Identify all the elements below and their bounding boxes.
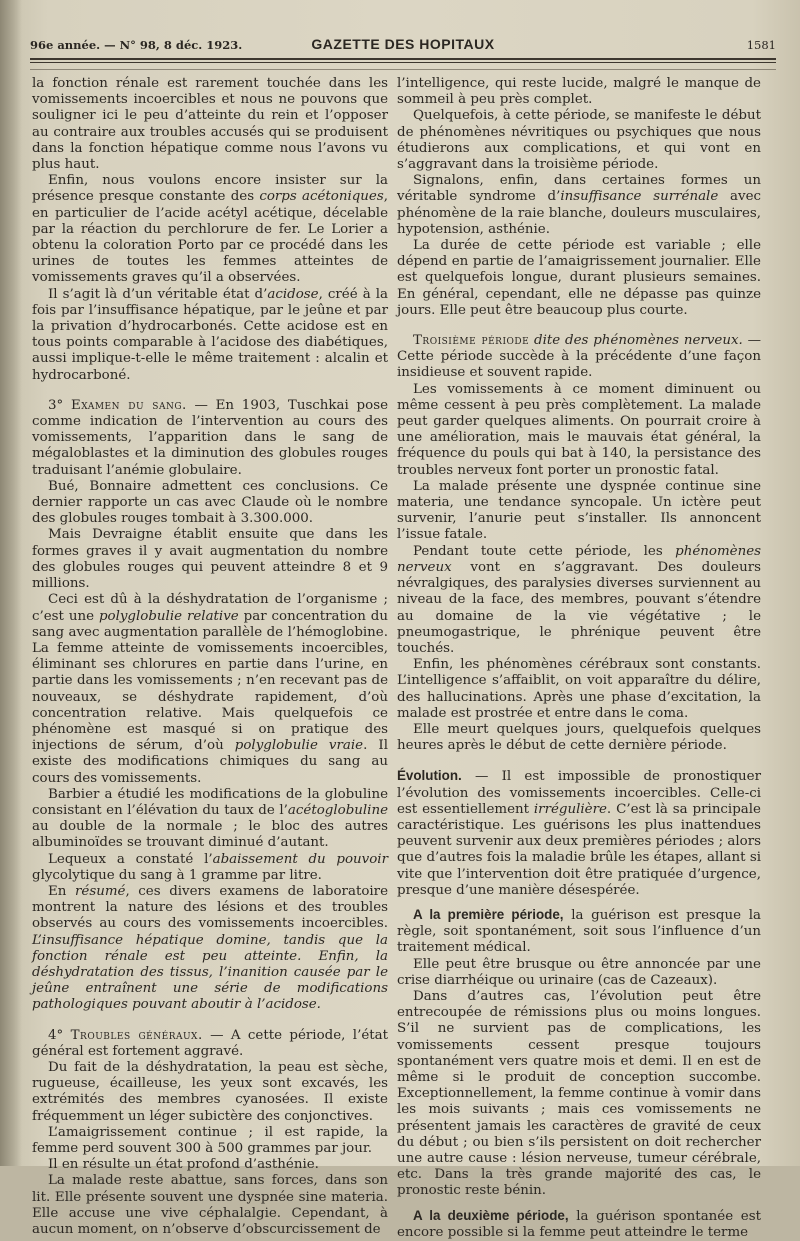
header-rule-thin xyxy=(30,62,776,63)
paragraph: Elle peut être brusque ou être annoncée par une crise diarrhéique ou urinaire (cas de Cazeaux). xyxy=(397,956,761,988)
paragraph: l’intelligence, qui reste lucide, malgré le manque de sommeil à peu près complet. xyxy=(397,76,761,108)
section-heading-troisieme-periode: Troisième période dite des phénomènes nerveux. — Cette période succède à la précédente d’une façon insidieuse et souvent rapide. xyxy=(397,333,761,381)
paragraph: La malade reste abattue, sans forces, dans son lit. Elle présente souvent une dyspnée sine materia. Elle accuse une vive céphalalgie. Cependant, à aucun moment, on n’observe d’obscurcissement de xyxy=(32,1173,388,1238)
paragraph: Barbier a étudié les modifications de la globuline consistant en l’élévation du taux de l’acétoglobuline au double de la normale ; le bloc des autres albuminoïdes se trouvant diminué d’autant. xyxy=(32,786,388,851)
paragraph: Il s’agit là d’un véritable état d’acidose, créé à la fois par l’insuffisance hépatique, par le jeûne et par la privation d’hydrocarbonés. Cette acidose est en tous points comparable à l’acidose des diabétiques, aussi implique-t-elle le même traitement : alcalin et hydrocarboné. xyxy=(32,286,388,383)
section-heading-troubles-generaux: 4° Troubles généraux. — A cette période, l’état général est fortement aggravé. xyxy=(32,1027,388,1059)
paragraph: Signalons, enfin, dans certaines formes un véritable syndrome d’insuffisance surrénale avec phénomène de la raie blanche, douleurs musculaires, hypotension, asthénie. xyxy=(397,173,761,237)
header-rule-light xyxy=(30,69,776,70)
paragraph: la fonction rénale est rarement touchée dans les vomissements incoercibles et nous ne pouvons que souligner ici le peu d’atteinte du rein et l’opposer au contraire aux troubles accusés qui se produisent dans la fonction hépatique comme nous l’avons vu plus haut. xyxy=(32,76,388,173)
header-rule-thick xyxy=(30,58,776,60)
paragraph: Lequeux a constaté l’abaissement du pouvoir glycolytique du sang à 1 gramme par litre. xyxy=(32,851,388,883)
page-binding-shadow xyxy=(0,0,22,1166)
section-heading-examen-du-sang: 3° Examen du sang. — En 1903, Tuschkai pose comme indication de l’intervention au cours des vomissements, l’apparition dans le sang de mégaloblastes et la diminution des globules rouges traduisant l’anémie globulaire. xyxy=(32,397,388,478)
paragraph: Quelquefois, à cette période, se manifeste le début de phénomènes névritiques ou psychiques que nous étudierons aux complications, et qui vont en s’aggravant dans la troisième période. xyxy=(397,108,761,173)
subheading-deuxieme-periode: A la deuxième période, la guérison spontanée est encore possible si la femme peut atteindre le terme xyxy=(397,1207,761,1240)
paragraph: Ceci est dû à la déshydratation de l’organisme ; c’est une polyglobulie relative par concentration du sang avec augmentation parallèle de l’hémoglobine. La femme atteinte de vomissements incoercibles, éliminant ses chlorures en partie dans l’urine, en partie dans les vomissements ; n’en recevant pas de nouveaux, se déshydrate rapidement, d’où concentration relative. Mais quelquefois ce phénomène est masqué si on pratique des injections de sérum, d’où polyglobulie vraie. Il existe des modifications chimiques du sang au cours des vomissements. xyxy=(32,592,388,786)
header-page-number: 1581 xyxy=(746,38,776,52)
paragraph: Il en résulte un état profond d’asthénie. xyxy=(48,1157,319,1173)
paragraph: L’amaigrissement continue ; il est rapide, la femme perd souvent 300 à 500 grammes par jour. xyxy=(32,1124,388,1156)
paragraph: Mais Devraigne établit ensuite que dans les formes graves il y avait augmentation du nombre des globules rouges qui peuvent atteindre 8 et 9 millions. xyxy=(32,527,388,592)
right-column xyxy=(397,76,761,1240)
left-column xyxy=(32,76,388,1238)
paragraph: Les vomissements à ce moment diminuent ou même cessent à peu près complètement. La malade peut garder quelques aliments. On pourrait croire à une amélioration, mais le mauvais état général, la fréquence du pouls qui bat à 140, la persistance des troubles nerveux font porter un pronostic fatal. xyxy=(397,381,761,478)
paragraph: Bué, Bonnaire admettent ces conclusions. Ce dernier rapporte un cas avec Claude où le nombre des globules rouges tombait à 3.300.000. xyxy=(32,478,388,527)
header-journal-title: GAZETTE DES HOPITAUX xyxy=(311,36,495,52)
paragraph: La durée de cette période est variable ; elle dépend en partie de l’amaigrissement journalier. Elle est quelquefois longue, durant plusieurs semaines. En général, cependant, elle ne dépasse pas quinze jours. Elle peut être beaucoup plus courte. xyxy=(397,238,761,318)
paragraph: Pendant toute cette période, les phénomènes nerveux vont en s’aggravant. Des douleurs névralgiques, des paralysies diverses surviennent au niveau de la face, des membres, pouvant s’étendre au domaine de la vie végétative ; le pneumogastrique, le phrénique peuvent être touchés. xyxy=(397,543,761,656)
subheading-premiere-periode: A la première période, la guérison est presque la règle, soit spontanément, soit sous l’influence d’un traitement médical. xyxy=(397,906,761,956)
paragraph: Enfin, nous voulons encore insister sur la présence presque constante des corps acétoniques, en particulier de l’acide acétyl acétique, décelable par la réaction du perchlorure de fer. Le Lorier a obtenu la coloration Porto par ce procédé dans les urines de toutes les femmes atteintes de vomissements graves qu’il a observées. xyxy=(32,173,388,286)
paragraph: Enfin, les phénomènes cérébraux sont constants. L’intelligence s’affaiblit, on voit apparaître du délire, des hallucinations. Après une phase d’excitation, la malade est prostrée et entre dans le coma. xyxy=(397,657,761,721)
paragraph: En résumé, ces divers examens de laboratoire montrent la nature des lésions et des troubles observés au cours des vomissements incoercibles. L’insuffisance hépatique domine, tandis que la fonction rénale est peu atteinte. Enfin, la déshydratation des tissus, l’inanition causée par le jeûne entraînent une série de modifications pathologiques pouvant aboutir à l’acidose. xyxy=(32,883,388,1013)
paragraph: La malade présente une dyspnée continue sine materia, une tendance syncopale. Un ictère peut survenir, l’anurie peut s’installer. Ils annoncent l’issue fatale. xyxy=(397,478,761,543)
page-header xyxy=(30,34,776,56)
paragraph: Du fait de la déshydratation, la peau est sèche, rugueuse, écailleuse, les yeux sont excavés, les extrémités des membres cyanosées. Il existe fréquemment un léger subictère des conjonctives. xyxy=(32,1059,388,1124)
header-issue-info: 96e année. — N° 98, 8 déc. 1923. xyxy=(30,38,243,52)
paragraph: Dans d’autres cas, l’évolution peut être entrecoupée de rémissions plus ou moins longues. S’il ne survient pas de complications, les vomissements cessent presque toujours spontanément vers quatre mois et demi. Il en est de même si le produit de conception succombe. Exceptionnellement, la femme continue à vomir dans les mois suivants ; mais ces vomissements ne présentent jamais les caractères de gravité de ceux du début ; ou bien s’ils persistent on doit rechercher une autre cause : lésion nerveuse, tumeur cérébrale, etc. Dans la très grande majorité des cas, le pronostic reste bénin. xyxy=(397,988,761,1199)
paragraph: Elle meurt quelques jours, quelquefois quelques heures après le début de cette dernière période. xyxy=(397,721,761,754)
section-heading-evolution: Évolution. — Il est impossible de pronostiquer l’évolution des vomissements incoercibles. Celle-ci est essentiellement irrégulière. C’est là sa principale caractéristique. Les guérisons les plus inattendues peuvent survenir aux deux premières périodes ; alors que d’autres fois la maladie brûle les étapes, allant si vite que l’intervention doit être pratiquée d’urgence, presque d’une manière désespérée. xyxy=(397,768,761,898)
